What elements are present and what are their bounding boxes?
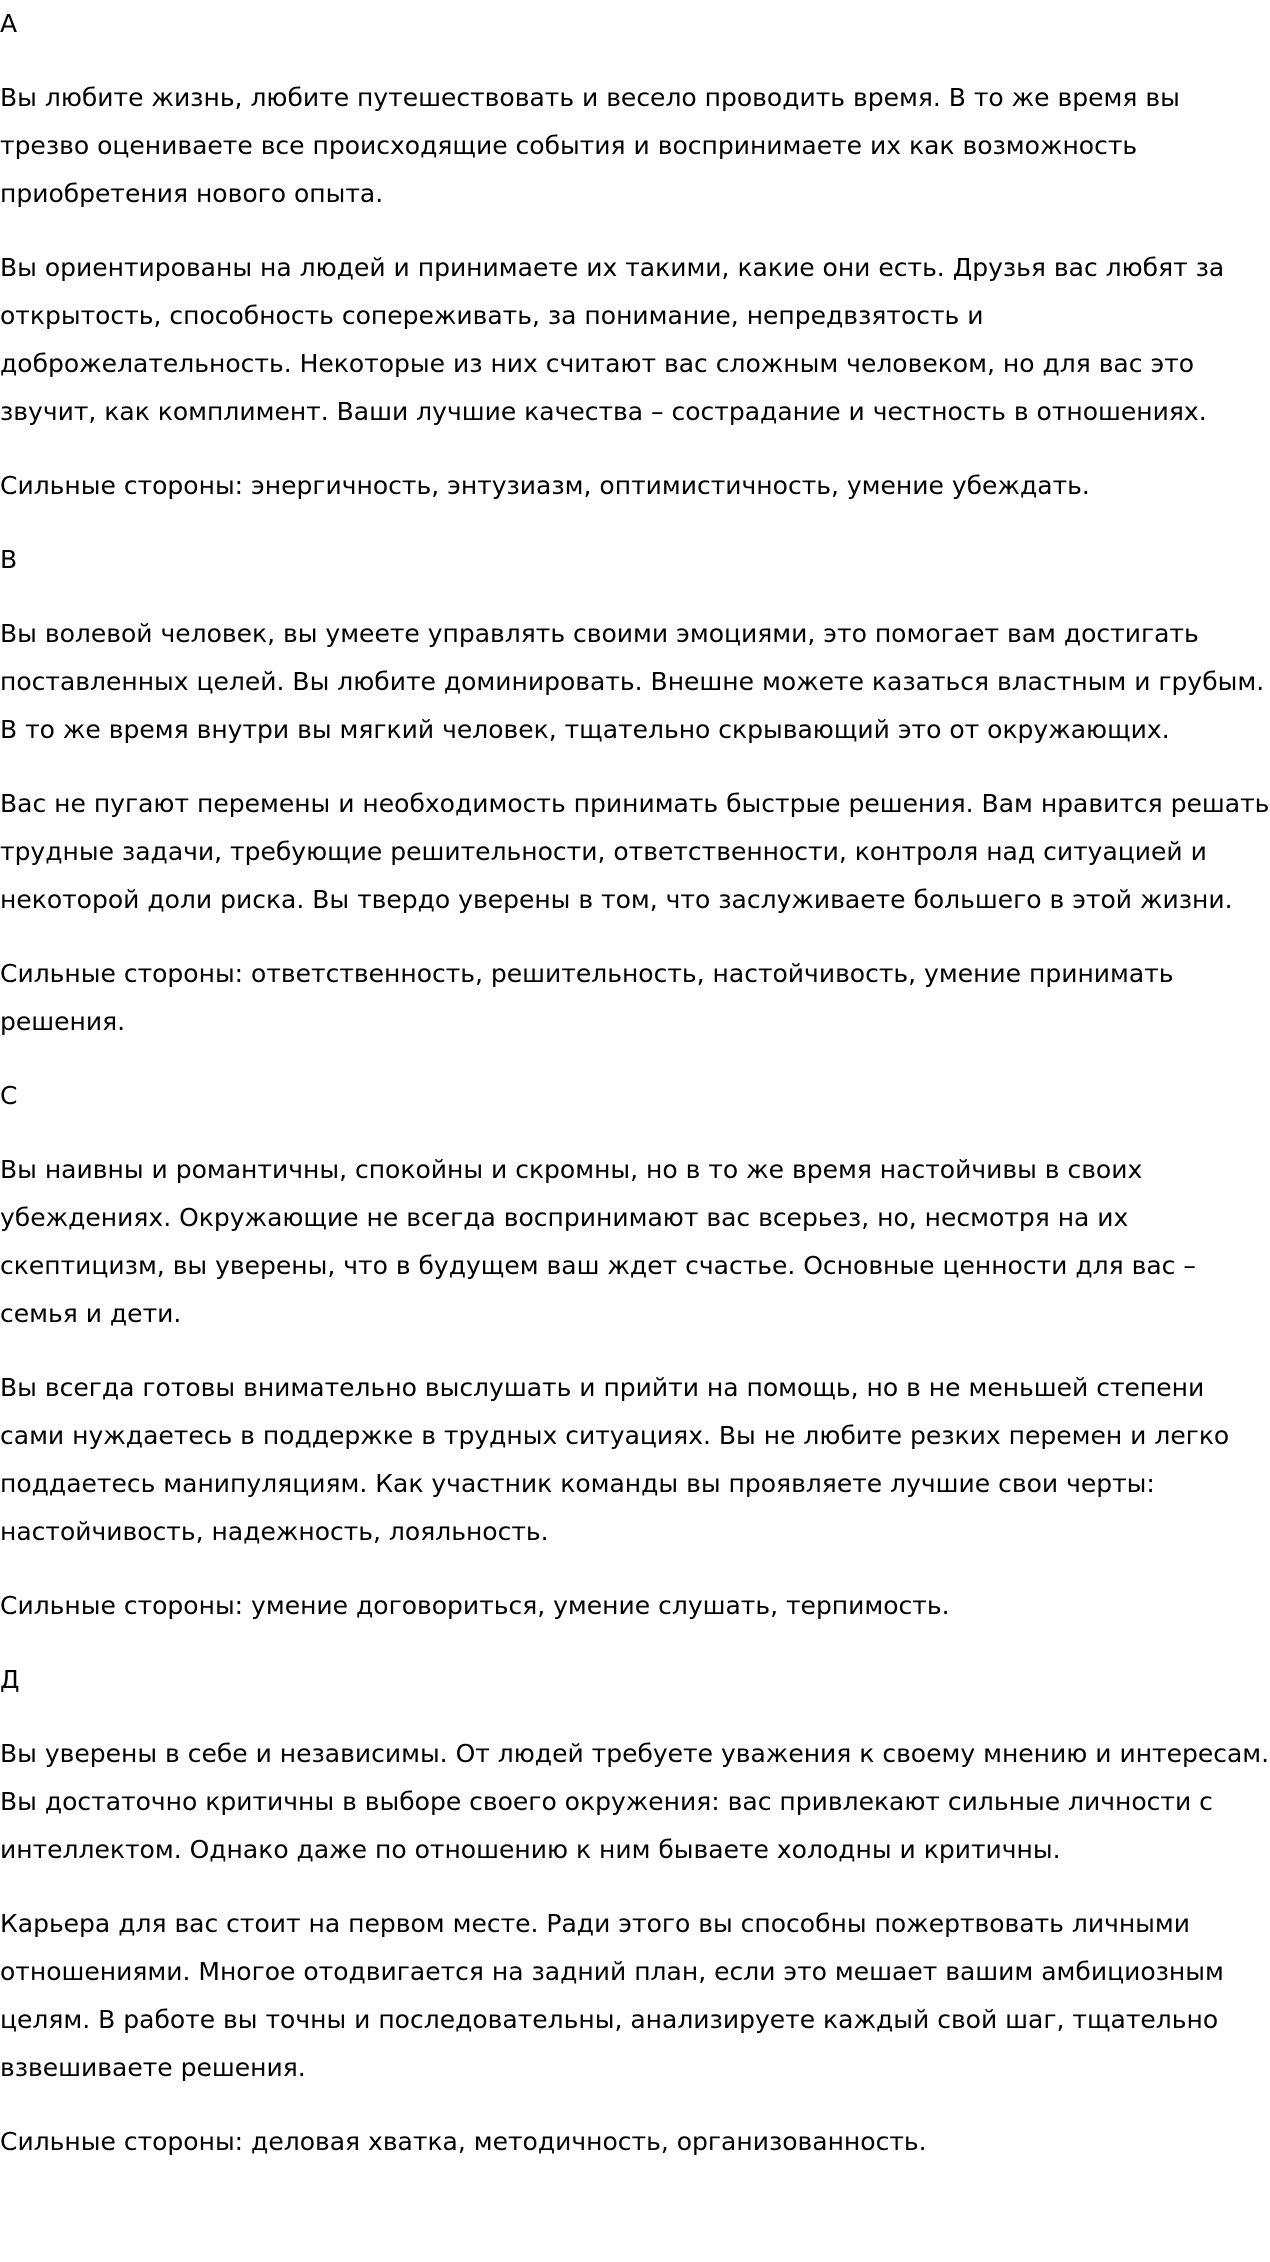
paragraph: Карьера для вас стоит на первом месте. Ради этого вы способны пожертвовать личными отношениями. Многое отодвигается на задний план, если это мешает вашим амбициозным целям. В работе вы точны и последовательны, анализируете каждый свой шаг, тщательно взвешиваете решения. [0, 1909, 1224, 2082]
paragraph: Вы всегда готовы внимательно выслушать и прийти на помощь, но в не меньшей степени сами нуждаетесь в поддержке в трудных ситуациях. Вы не любите резких перемен и легко поддаетесь манипуляциям. Как участник команды вы проявляете лучшие свои черты: настойчивость, надежность, лояльность. [0, 1373, 1230, 1546]
strengths-paragraph: Сильные стороны: деловая хватка, методичность, организованность. [0, 2127, 927, 2156]
section-letter: С [0, 1081, 18, 1110]
section-a [0, 0, 1270, 510]
paragraph: Вас не пугают перемены и необходимость принимать быстрые решения. Вам нравится решать трудные задачи, требующие решительности, ответственности, контроля над ситуацией и некоторой доли риска. Вы твердо уверены в том, что заслуживаете большего в этой жизни. [0, 789, 1270, 914]
section-letter: Д [0, 1665, 20, 1694]
section-letter: В [0, 545, 18, 574]
paragraph: Вы любите жизнь, любите путешествовать и весело проводить время. В то же время вы трезво оцениваете все происходящие события и воспринимаете их как возможность приобретения нового опыта. [0, 83, 1180, 208]
paragraph: Вы уверены в себе и независимы. От людей требуете уважения к своему мнению и интересам. Вы достаточно критичны в выборе своего окружения: вас привлекают сильные личности с интеллектом. Однако даже по отношению к ним бываете холодны и критичны. [0, 1739, 1270, 1864]
section-c [0, 1072, 1270, 1630]
strengths-paragraph: Сильные стороны: энергичность, энтузиазм, оптимистичность, умение убеждать. [0, 471, 1090, 500]
section-b [0, 536, 1270, 1046]
paragraph: Вы ориентированы на людей и принимаете их такими, какие они есть. Друзья вас любят за открытость, способность сопереживать, за понимание, непредвзятость и доброжелательность. Некоторые из них считают вас сложным человеком, но для вас это звучит, как комплимент. Ваши лучшие качества – сострадание и честность в отношениях. [0, 253, 1225, 426]
section-d [0, 1656, 1270, 2166]
paragraph: Вы наивны и романтичны, спокойны и скромны, но в то же время настойчивы в своих убеждениях. Окружающие не всегда воспринимают вас всерьез, но, несмотря на их скептицизм, вы уверены, что в будущем ваш ждет счастье. Основные ценности для вас – семья и дети. [0, 1155, 1196, 1328]
paragraph: Вы волевой человек, вы умеете управлять своими эмоциями, это помогает вам достигать поставленных целей. Вы любите доминировать. Внешне можете казаться властным и грубым. В то же время внутри вы мягкий человек, тщательно скрывающий это от окружающих. [0, 619, 1265, 744]
strengths-paragraph: Сильные стороны: умение договориться, умение слушать, терпимость. [0, 1591, 950, 1620]
strengths-paragraph: Сильные стороны: ответственность, решительность, настойчивость, умение принимать решения. [0, 959, 1174, 1036]
section-letter: А [0, 9, 18, 38]
